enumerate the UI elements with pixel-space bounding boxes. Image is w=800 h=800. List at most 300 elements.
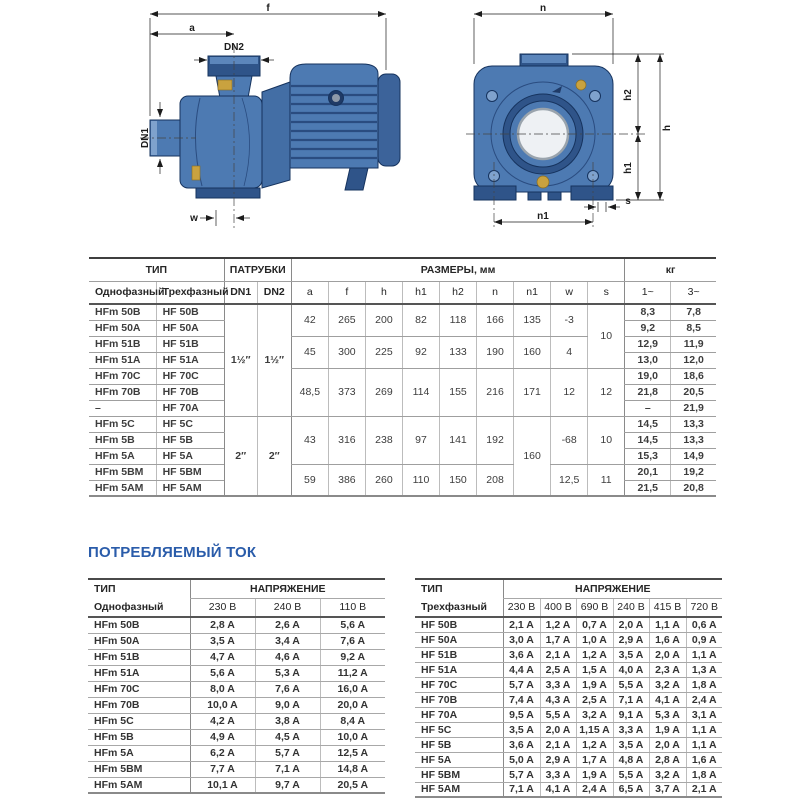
cell-current: 3,5 A <box>503 722 540 737</box>
dim-label-n: n <box>539 3 547 14</box>
cell-type: HF 70A <box>415 707 503 722</box>
table-header-row <box>415 579 722 598</box>
cell-three-type: HF 50A <box>156 320 224 336</box>
cell-three-type: HF 5C <box>156 416 224 432</box>
cell-current: 4,3 A <box>540 692 576 707</box>
cell-three-type: HF 5A <box>156 448 224 464</box>
header-razmery: РАЗМЕРЫ, мм <box>291 258 624 281</box>
cell-dim-s: 10 <box>588 304 625 368</box>
header-h: h <box>365 281 402 304</box>
cell-kg-3: 11,9 <box>671 336 716 352</box>
cell-current: 4,0 A <box>613 662 649 677</box>
cell-dim-h: 238 <box>365 416 402 464</box>
cell-type: HFm 70B <box>88 697 190 713</box>
cell-current: 7,1 A <box>255 761 320 777</box>
cell-kg-1: 15,3 <box>625 448 671 464</box>
cell-type: HF 5C <box>415 722 503 737</box>
header-volt: 110 В <box>320 598 385 617</box>
cell-dim-h1: 110 <box>402 464 439 496</box>
cell-dn1: 1½″ <box>224 304 257 416</box>
cell-current: 2,1 A <box>686 782 722 797</box>
cell-dim-h2: 155 <box>440 368 477 416</box>
cell-current: 1,2 A <box>576 737 613 752</box>
cell-type: HF 5BM <box>415 767 503 782</box>
cell-current: 7,7 A <box>190 761 255 777</box>
cell-current: 3,8 A <box>255 713 320 729</box>
cell-dim-n: 190 <box>477 336 514 368</box>
cell-kg-1: 8,3 <box>625 304 671 320</box>
header-patrubki: ПАТРУБКИ <box>224 258 291 281</box>
cell-three-type: HF 50B <box>156 304 224 320</box>
cell-current: 8,0 A <box>190 681 255 697</box>
cell-type: HF 51A <box>415 662 503 677</box>
cell-type: HF 70B <box>415 692 503 707</box>
cell-current: 10,1 A <box>190 777 255 793</box>
pump-front-view-drawing <box>448 0 702 234</box>
cell-current: 6,2 A <box>190 745 255 761</box>
cell-current: 1,5 A <box>576 662 613 677</box>
cell-current: 2,3 A <box>649 662 686 677</box>
table-subheader-row <box>89 281 716 304</box>
cell-current: 2,6 A <box>255 617 320 633</box>
cell-current: 1,0 A <box>576 632 613 647</box>
header-tip: ТИП <box>94 583 116 595</box>
cell-mono-type: HFm 5C <box>89 416 156 432</box>
header-n1: n1 <box>514 281 551 304</box>
cell-current: 2,9 A <box>540 752 576 767</box>
cell-dim-w: -68 <box>551 416 588 464</box>
section-title-current: ПОТРЕБЛЯЕМЫЙ ТОК <box>88 544 257 561</box>
cell-current: 1,7 A <box>540 632 576 647</box>
header-volt: 400 В <box>540 598 576 617</box>
cell-current: 6,5 A <box>613 782 649 797</box>
dim-label-a: a <box>189 23 195 34</box>
cell-kg-1: 14,5 <box>625 416 671 432</box>
header-kg1: 1~ <box>625 281 671 304</box>
cell-current: 1,1 A <box>686 647 722 662</box>
table-header-row <box>89 258 716 281</box>
cell-current: 4,4 A <box>503 662 540 677</box>
cell-mono-type: HFm 50A <box>89 320 156 336</box>
cell-dn2: 1½″ <box>257 304 291 416</box>
cell-current: 4,8 A <box>613 752 649 767</box>
cell-current: 20,0 A <box>320 697 385 713</box>
cell-current: 7,6 A <box>255 681 320 697</box>
cell-current: 3,7 A <box>649 782 686 797</box>
header-volt: 240 В <box>613 598 649 617</box>
cell-kg-1: 13,0 <box>625 352 671 368</box>
table-row <box>88 729 385 745</box>
table-row <box>88 777 385 793</box>
cell-current: 2,0 A <box>649 737 686 752</box>
cell-current: 3,6 A <box>503 737 540 752</box>
cell-current: 2,1 A <box>503 617 540 632</box>
cell-mono-type: HFm 50B <box>89 304 156 320</box>
cell-type: HFm 5AM <box>88 777 190 793</box>
cell-current: 3,2 A <box>576 707 613 722</box>
table-row <box>415 782 722 797</box>
cell-current: 0,7 A <box>576 617 613 632</box>
cell-kg-1: – <box>625 400 671 416</box>
dim-label-dn1: DN1 <box>140 127 151 149</box>
header-w: w <box>551 281 588 304</box>
cell-mono-type: – <box>89 400 156 416</box>
dim-label-h: h <box>662 124 673 132</box>
cell-current: 4,6 A <box>255 649 320 665</box>
cell-current: 1,7 A <box>576 752 613 767</box>
cell-current: 4,9 A <box>190 729 255 745</box>
table-row <box>415 692 722 707</box>
table-row <box>88 665 385 681</box>
dim-label-w: w <box>190 213 198 224</box>
cell-current: 5,5 A <box>540 707 576 722</box>
cell-current: 2,9 A <box>613 632 649 647</box>
cell-current: 3,5 A <box>613 647 649 662</box>
table-row <box>89 464 716 480</box>
cell-dim-h2: 133 <box>440 336 477 368</box>
cell-current: 4,1 A <box>540 782 576 797</box>
cell-dim-n: 216 <box>477 368 514 416</box>
table-row <box>88 713 385 729</box>
cell-dim-f: 386 <box>328 464 365 496</box>
table-header-row <box>88 579 385 598</box>
header-mono: Однофазный <box>89 281 156 304</box>
header-kg3: 3~ <box>671 281 716 304</box>
cell-current: 2,8 A <box>649 752 686 767</box>
pump-side-body <box>150 56 400 198</box>
cell-current: 3,0 A <box>503 632 540 647</box>
cell-dim-n: 192 <box>477 416 514 464</box>
table-subheader-row <box>88 598 385 617</box>
table-row <box>88 745 385 761</box>
cell-kg-3: 14,9 <box>671 448 716 464</box>
cell-current: 16,0 A <box>320 681 385 697</box>
cell-current: 2,4 A <box>686 692 722 707</box>
cell-kg-3: 8,5 <box>671 320 716 336</box>
cell-dim-h2: 118 <box>440 304 477 336</box>
header-volt: 230 В <box>503 598 540 617</box>
cell-current: 1,6 A <box>686 752 722 767</box>
header-volt: 415 В <box>649 598 686 617</box>
cell-dim-a: 48,5 <box>291 368 328 416</box>
cell-current: 11,2 A <box>320 665 385 681</box>
dim-label-n1: n1 <box>537 211 549 222</box>
cell-current: 1,1 A <box>686 737 722 752</box>
cell-kg-3: 13,3 <box>671 432 716 448</box>
cell-dim-s: 12 <box>588 368 625 416</box>
cell-current: 3,1 A <box>686 707 722 722</box>
dim-label-f: f <box>266 3 270 14</box>
cell-three-type: HF 5B <box>156 432 224 448</box>
cell-kg-3: 19,2 <box>671 464 716 480</box>
table-row <box>415 632 722 647</box>
header-a: a <box>291 281 328 304</box>
cell-current: 9,5 A <box>503 707 540 722</box>
cell-current: 9,0 A <box>255 697 320 713</box>
cell-kg-1: 20,1 <box>625 464 671 480</box>
table-row <box>415 647 722 662</box>
cell-type: HFm 5C <box>88 713 190 729</box>
cell-current: 2,1 A <box>540 647 576 662</box>
cell-current: 8,4 A <box>320 713 385 729</box>
cell-dim-s: 10 <box>588 416 625 464</box>
table-row <box>88 649 385 665</box>
table-row <box>88 633 385 649</box>
three-phase-current-table <box>415 578 722 798</box>
cell-mono-type: HFm 70C <box>89 368 156 384</box>
header-voltage: НАПРЯЖЕНИЕ <box>503 579 722 598</box>
cell-current: 3,6 A <box>503 647 540 662</box>
cell-current: 5,3 A <box>255 665 320 681</box>
table-row <box>415 707 722 722</box>
cell-dn1: 2″ <box>224 416 257 496</box>
dim-label-h1: h1 <box>623 162 634 174</box>
cell-current: 3,3 A <box>613 722 649 737</box>
pump-side-view-drawing <box>138 0 422 234</box>
cell-kg-3: 12,0 <box>671 352 716 368</box>
table-row <box>415 767 722 782</box>
table-row <box>415 662 722 677</box>
cell-current: 7,6 A <box>320 633 385 649</box>
cell-kg-3: 18,6 <box>671 368 716 384</box>
pump-front-body <box>474 54 613 200</box>
header-volt: 240 В <box>255 598 320 617</box>
cell-current: 7,4 A <box>503 692 540 707</box>
cell-kg-1: 9,2 <box>625 320 671 336</box>
cell-kg-1: 12,9 <box>625 336 671 352</box>
cell-three-type: HF 5AM <box>156 480 224 496</box>
cell-kg-1: 21,5 <box>625 480 671 496</box>
cell-current: 1,8 A <box>686 767 722 782</box>
cell-dim-n1: 160 <box>514 336 551 368</box>
cell-dim-a: 43 <box>291 416 328 464</box>
cell-dim-h2: 150 <box>440 464 477 496</box>
table-row <box>88 761 385 777</box>
single-phase-current-table <box>88 578 385 794</box>
table-row <box>89 368 716 384</box>
cell-current: 14,8 A <box>320 761 385 777</box>
cell-dim-h1: 114 <box>402 368 439 416</box>
cell-current: 1,9 A <box>649 722 686 737</box>
cell-current: 5,7 A <box>503 767 540 782</box>
cell-current: 5,0 A <box>503 752 540 767</box>
cell-dim-n1: 135 <box>514 304 551 336</box>
cell-current: 4,7 A <box>190 649 255 665</box>
cell-current: 20,5 A <box>320 777 385 793</box>
cell-dim-n1: 171 <box>514 368 551 416</box>
cell-current: 3,4 A <box>255 633 320 649</box>
cell-current: 3,5 A <box>190 633 255 649</box>
cell-dim-a: 59 <box>291 464 328 496</box>
cell-current: 1,9 A <box>576 767 613 782</box>
dim-label-s: s <box>625 196 631 207</box>
cell-dim-f: 373 <box>328 368 365 416</box>
header-volt: 230 В <box>190 598 255 617</box>
cell-dim-n: 208 <box>477 464 514 496</box>
cell-type: HF 5AM <box>415 782 503 797</box>
cell-current: 1,1 A <box>649 617 686 632</box>
cell-kg-3: 7,8 <box>671 304 716 320</box>
cell-dim-w: 12 <box>551 368 588 416</box>
header-volt: 690 В <box>576 598 613 617</box>
cell-current: 3,5 A <box>613 737 649 752</box>
cell-current: 2,8 A <box>190 617 255 633</box>
cell-current: 2,1 A <box>540 737 576 752</box>
cell-type: HF 70C <box>415 677 503 692</box>
cell-current: 0,9 A <box>686 632 722 647</box>
cell-kg-1: 21,8 <box>625 384 671 400</box>
cell-type: HF 50B <box>415 617 503 632</box>
cell-current: 5,6 A <box>190 665 255 681</box>
header-voltage: НАПРЯЖЕНИЕ <box>190 579 385 598</box>
cell-current: 3,2 A <box>649 767 686 782</box>
cell-dim-h1: 82 <box>402 304 439 336</box>
cell-dim-h: 269 <box>365 368 402 416</box>
cell-current: 4,5 A <box>255 729 320 745</box>
cell-dim-a: 42 <box>291 304 328 336</box>
cell-current: 5,7 A <box>503 677 540 692</box>
cell-dim-w: 4 <box>551 336 588 368</box>
cell-current: 3,3 A <box>540 767 576 782</box>
cell-mono-type: HFm 51B <box>89 336 156 352</box>
cell-type: HF 5B <box>415 737 503 752</box>
table-row <box>89 304 716 320</box>
cell-type: HFm 51B <box>88 649 190 665</box>
cell-current: 5,5 A <box>613 677 649 692</box>
cell-current: 1,9 A <box>576 677 613 692</box>
cell-current: 9,7 A <box>255 777 320 793</box>
cell-current: 9,1 A <box>613 707 649 722</box>
cell-current: 9,2 A <box>320 649 385 665</box>
cell-current: 12,5 A <box>320 745 385 761</box>
cell-type: HFm 5A <box>88 745 190 761</box>
cell-kg-1: 14,5 <box>625 432 671 448</box>
cell-three-type: HF 51A <box>156 352 224 368</box>
cell-dim-h1: 97 <box>402 416 439 464</box>
cell-current: 10,0 A <box>320 729 385 745</box>
cell-dim-h1: 92 <box>402 336 439 368</box>
header-tip: ТИП <box>421 583 443 595</box>
cell-kg-3: 20,8 <box>671 480 716 496</box>
cell-current: 5,3 A <box>649 707 686 722</box>
cell-current: 2,4 A <box>576 782 613 797</box>
cell-mono-type: HFm 5AM <box>89 480 156 496</box>
cell-dim-n1: 160 <box>514 416 551 496</box>
cell-current: 1,2 A <box>540 617 576 632</box>
table-row <box>415 722 722 737</box>
table-row <box>415 752 722 767</box>
cell-type: HF 50A <box>415 632 503 647</box>
cell-current: 3,3 A <box>540 677 576 692</box>
header-h2: h2 <box>440 281 477 304</box>
cell-current: 2,0 A <box>540 722 576 737</box>
cell-current: 2,5 A <box>576 692 613 707</box>
cell-dim-h: 225 <box>365 336 402 368</box>
header-mono: Однофазный <box>88 598 190 617</box>
cell-mono-type: HFm 5A <box>89 448 156 464</box>
cell-kg-3: 20,5 <box>671 384 716 400</box>
cell-dim-w: -3 <box>551 304 588 336</box>
cell-current: 1,15 A <box>576 722 613 737</box>
cell-dn2: 2″ <box>257 416 291 496</box>
cell-type: HFm 70C <box>88 681 190 697</box>
dim-label-dn2: DN2 <box>223 42 245 53</box>
cell-three-type: HF 70A <box>156 400 224 416</box>
cell-kg-1: 19,0 <box>625 368 671 384</box>
dimensions-table <box>89 257 716 497</box>
header-s: s <box>588 281 625 304</box>
cell-current: 2,0 A <box>613 617 649 632</box>
cell-current: 7,1 A <box>613 692 649 707</box>
cell-mono-type: HFm 5B <box>89 432 156 448</box>
cell-current: 5,7 A <box>255 745 320 761</box>
cell-current: 7,1 A <box>503 782 540 797</box>
cell-dim-a: 45 <box>291 336 328 368</box>
cell-type: HFm 51A <box>88 665 190 681</box>
table-subheader-row <box>415 598 722 617</box>
cell-mono-type: HFm 51A <box>89 352 156 368</box>
cell-current: 10,0 A <box>190 697 255 713</box>
cell-dim-f: 316 <box>328 416 365 464</box>
cell-dim-s: 11 <box>588 464 625 496</box>
cell-current: 2,5 A <box>540 662 576 677</box>
dim-label-h2: h2 <box>623 89 634 101</box>
cell-dim-f: 265 <box>328 304 365 336</box>
table-row <box>89 416 716 432</box>
header-dn2: DN2 <box>257 281 291 304</box>
cell-dim-h: 200 <box>365 304 402 336</box>
header-tip: ТИП <box>89 258 224 281</box>
cell-dim-f: 300 <box>328 336 365 368</box>
cell-current: 0,6 A <box>686 617 722 632</box>
header-f: f <box>328 281 365 304</box>
cell-current: 5,5 A <box>613 767 649 782</box>
header-h1: h1 <box>402 281 439 304</box>
cell-current: 5,6 A <box>320 617 385 633</box>
table-row <box>88 617 385 633</box>
cell-type: HFm 50A <box>88 633 190 649</box>
cell-current: 1,6 A <box>649 632 686 647</box>
cell-mono-type: HFm 5BM <box>89 464 156 480</box>
header-n: n <box>477 281 514 304</box>
table-row <box>415 617 722 632</box>
cell-three-type: HF 70C <box>156 368 224 384</box>
cell-kg-3: 13,3 <box>671 416 716 432</box>
table-row <box>88 681 385 697</box>
cell-kg-3: 21,9 <box>671 400 716 416</box>
table-row <box>415 737 722 752</box>
cell-current: 4,2 A <box>190 713 255 729</box>
cell-three-type: HF 70B <box>156 384 224 400</box>
cell-type: HFm 50B <box>88 617 190 633</box>
header-kg: кг <box>625 258 716 281</box>
cell-current: 3,2 A <box>649 677 686 692</box>
table-row <box>88 697 385 713</box>
cell-mono-type: HFm 70B <box>89 384 156 400</box>
cell-current: 4,1 A <box>649 692 686 707</box>
cell-current: 1,3 A <box>686 662 722 677</box>
cell-dim-n: 166 <box>477 304 514 336</box>
cell-dim-w: 12,5 <box>551 464 588 496</box>
cell-current: 1,1 A <box>686 722 722 737</box>
cell-current: 1,2 A <box>576 647 613 662</box>
cell-three-type: HF 5BM <box>156 464 224 480</box>
cell-dim-h2: 141 <box>440 416 477 464</box>
cell-current: 2,0 A <box>649 647 686 662</box>
header-volt: 720 В <box>686 598 722 617</box>
cell-dim-h: 260 <box>365 464 402 496</box>
header-three: Трехфазный <box>415 598 503 617</box>
